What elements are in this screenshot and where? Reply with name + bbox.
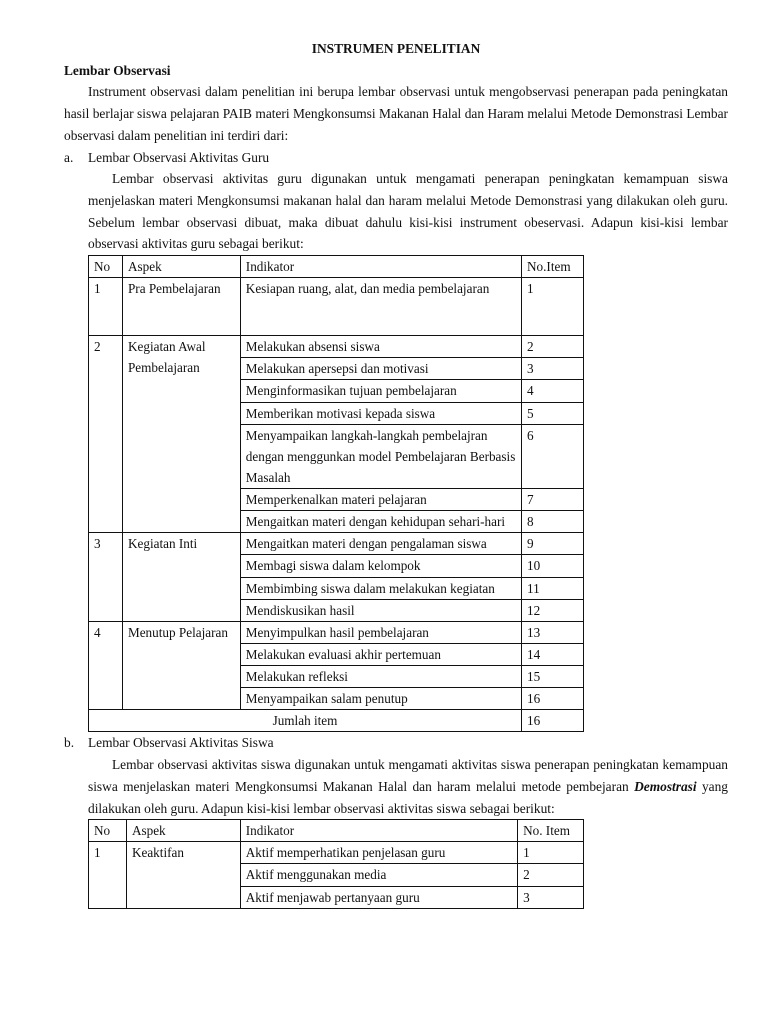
- item-cell: 4: [522, 380, 584, 402]
- item-cell: 2: [522, 336, 584, 358]
- section-b-heading: [64, 732, 728, 754]
- item-cell: 3: [522, 358, 584, 380]
- indikator-cell: Melakukan apersepsi dan motivasi: [240, 358, 521, 380]
- indikator-cell: Menyampaikan salam penutup: [240, 688, 521, 710]
- group-no: 1: [89, 278, 123, 336]
- group-no: 1: [89, 842, 127, 908]
- indikator-cell: Melakukan refleksi: [240, 666, 521, 688]
- item-cell: 2: [518, 864, 584, 886]
- item-cell: 15: [522, 666, 584, 688]
- item-cell: 3: [518, 886, 584, 908]
- section-heading: Lembar Observasi: [64, 62, 171, 78]
- indikator-cell: Membimbing siswa dalam melakukan kegiatan: [240, 577, 521, 599]
- item-cell: 8: [522, 511, 584, 533]
- section-b-marker: b.: [64, 735, 75, 751]
- student-observation-table: [88, 819, 584, 909]
- group-aspek: Keaktifan: [126, 842, 240, 908]
- total-value: 16: [522, 710, 584, 732]
- intro-paragraph: Instrument observasi dalam penelitian ini berupa lembar observasi untuk mengobservasi penerapan pada peningkatan hasil berlajar siswa pelajaran PAIB materi Mengkonsumsi Makanan Halal dan Haram melalui Metode Demonstrasi Lembar observasi dalam penelitian ini terdiri dari:: [64, 84, 728, 143]
- section-a-heading: [64, 147, 728, 169]
- indikator-cell: Memberikan motivasi kepada siswa: [240, 402, 521, 424]
- indikator-cell: Mengaitkan materi dengan kehidupan sehari-hari: [240, 511, 521, 533]
- header-no-item: No.Item: [522, 256, 584, 278]
- header-no-item: No. Item: [518, 820, 584, 842]
- group-no: 4: [89, 621, 123, 710]
- section-b-text-end: yang dilakukan oleh guru. Adapun kisi-kisi lembar observasi aktivitas siswa sebagai berikut:: [88, 778, 728, 816]
- table-header-row: [89, 256, 584, 278]
- indikator-cell: Menginformasikan tujuan pembelajaran: [240, 380, 521, 402]
- item-cell: 11: [522, 577, 584, 599]
- indikator-cell: Memperkenalkan materi pelajaran: [240, 489, 521, 511]
- section-b-text-start: Lembar observasi aktivitas siswa digunakan untuk mengamati aktivitas siswa penerapan peningkatan kemampuan siswa menjelaskan materi Mengkonsumsi Makanan Halal dan haram melalui metode pembejaran: [88, 757, 728, 794]
- header-no: No: [89, 256, 123, 278]
- section-b-emphasis: Demostrasi: [634, 778, 697, 794]
- table-header-row: [89, 820, 584, 842]
- section-a-title: Lembar Observasi Aktivitas Guru: [88, 149, 270, 165]
- header-no: No: [89, 820, 127, 842]
- indikator-cell: Mendiskusikan hasil: [240, 599, 521, 621]
- indikator-cell: Mengaitkan materi dengan pengalaman siswa: [240, 533, 521, 555]
- header-aspek: Aspek: [126, 820, 240, 842]
- indikator-cell: Menyimpulkan hasil pembelajaran: [240, 621, 521, 643]
- section-b-paragraph: [88, 754, 728, 819]
- item-cell: 10: [522, 555, 584, 577]
- teacher-observation-table: [88, 255, 584, 732]
- total-label: Jumlah item: [89, 710, 522, 732]
- item-cell: 13: [522, 621, 584, 643]
- group-no: 2: [89, 336, 123, 533]
- section-b-title: Lembar Observasi Aktivitas Siswa: [88, 735, 274, 751]
- group-aspek: Kegiatan Awal Pembelajaran: [122, 336, 240, 533]
- header-aspek: Aspek: [122, 256, 240, 278]
- indikator-cell: Melakukan absensi siswa: [240, 336, 521, 358]
- indikator-cell: Melakukan evaluasi akhir pertemuan: [240, 643, 521, 665]
- group-aspek: Menutup Pelajaran: [122, 621, 240, 710]
- group-aspek: Kegiatan Inti: [122, 533, 240, 622]
- table-row: [89, 842, 584, 864]
- indikator-cell: Aktif menggunakan media: [240, 864, 517, 886]
- indikator-cell: Aktif memperhatikan penjelasan guru: [240, 842, 517, 864]
- total-row: [89, 710, 584, 732]
- group-no: 3: [89, 533, 123, 622]
- section-a-paragraph: Lembar observasi aktivitas guru digunakan untuk mengamati penerapan peningkatan kemampuan siswa menjelaskan materi Mengkonsumsi makanan halal dan haram melalui Metode Demonstrasi yang dilakukan oleh guru. Sebelum lembar observasi dibuat, maka dibuat dahulu kisi-kisi instrument obeservasi. Adapun kisi-kisi lembar observasi aktivitas guru sebagai berikut:: [88, 171, 728, 252]
- group-aspek: Pra Pembelajaran: [122, 278, 240, 336]
- indikator-cell: Membagi siswa dalam kelompok: [240, 555, 521, 577]
- indikator-cell: Aktif menjawab pertanyaan guru: [240, 886, 517, 908]
- item-cell: 12: [522, 599, 584, 621]
- indikator-cell: Kesiapan ruang, alat, dan media pembelajaran: [240, 278, 521, 336]
- item-cell: 1: [518, 842, 584, 864]
- table-row: [89, 621, 584, 643]
- indikator-cell: Menyampaikan langkah-langkah pembelajran dengan menggunkan model Pembelajaran Berbasis Masalah: [240, 424, 521, 488]
- table-row: [89, 278, 584, 336]
- item-cell: 5: [522, 402, 584, 424]
- table-row: [89, 336, 584, 358]
- item-cell: 7: [522, 489, 584, 511]
- item-cell: 6: [522, 424, 584, 488]
- section-a-marker: a.: [64, 149, 74, 165]
- item-cell: 1: [522, 278, 584, 336]
- document-title: INSTRUMEN PENELITIAN: [311, 41, 481, 56]
- table-row: [89, 533, 584, 555]
- header-indikator: Indikator: [240, 820, 517, 842]
- item-cell: 16: [522, 688, 584, 710]
- item-cell: 9: [522, 533, 584, 555]
- item-cell: 14: [522, 643, 584, 665]
- header-indikator: Indikator: [240, 256, 521, 278]
